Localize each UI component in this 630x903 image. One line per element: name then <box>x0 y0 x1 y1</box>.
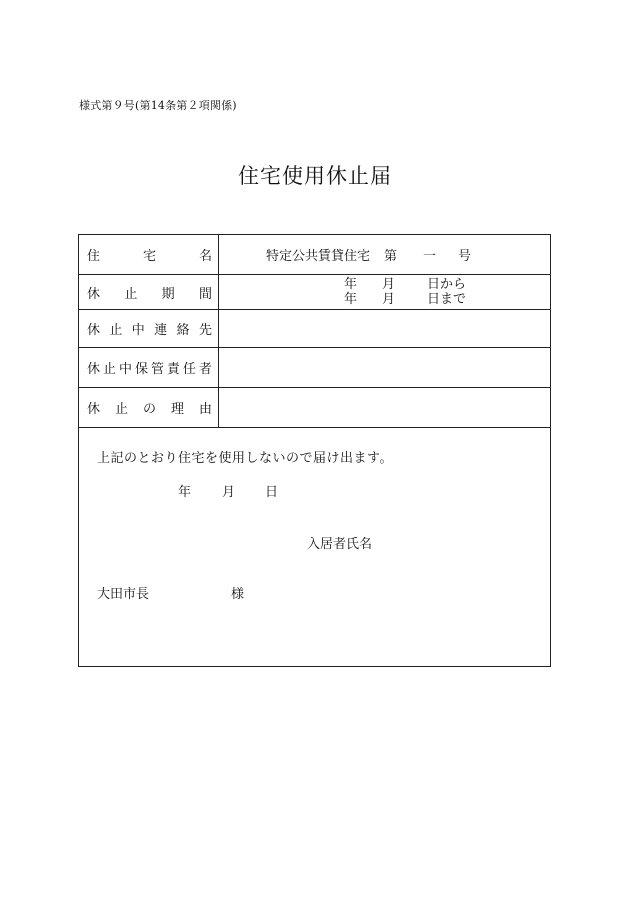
suspension-period-value <box>219 277 550 307</box>
house-name-label <box>79 245 218 264</box>
to-month: 月 <box>382 292 396 307</box>
label-char: 止 <box>124 286 138 302</box>
label-char: 任 <box>182 362 196 377</box>
contact-label-cell <box>79 310 219 348</box>
reason-label <box>79 398 218 417</box>
label-char: 間 <box>198 286 212 302</box>
house-name-label-cell <box>79 235 219 275</box>
document-title: 住宅使用休止届 <box>238 164 392 188</box>
label-char: 休 <box>87 362 101 377</box>
label-char: 休 <box>87 323 101 338</box>
label-char: 者 <box>198 362 212 377</box>
from-day: 日から <box>427 277 467 292</box>
to-day: 日まで <box>427 292 467 307</box>
declaration-row <box>79 428 551 667</box>
label-char: 休 <box>87 286 101 302</box>
house-type-text: 特定公共賃貸住宅 <box>266 249 371 264</box>
label-char: 保 <box>134 362 148 377</box>
custodian-value-cell[interactable] <box>219 348 551 388</box>
label-char: 連 <box>154 323 168 338</box>
addressee: 大田市長 <box>97 587 150 602</box>
custodian-row <box>79 348 551 388</box>
declaration-cell <box>79 428 551 667</box>
contact-label <box>79 319 218 338</box>
reason-label-cell <box>79 388 219 428</box>
label-char: 由 <box>198 402 212 417</box>
to-year: 年 <box>344 292 358 307</box>
date-day: 日 <box>265 485 279 500</box>
house-name-value <box>219 245 550 264</box>
date-month: 月 <box>222 485 236 500</box>
reason-value-cell[interactable] <box>219 388 551 428</box>
honorific: 様 <box>231 587 245 602</box>
suspension-period-row <box>79 275 551 310</box>
form-number: 様式第９号(第14条第２項関係) <box>79 99 237 112</box>
period-from-line <box>344 277 550 292</box>
resident-name-label: 入居者氏名 <box>307 537 373 552</box>
suspension-period-value-cell[interactable] <box>219 275 551 310</box>
label-char: 止 <box>102 362 116 377</box>
label-char: 管 <box>150 362 164 377</box>
period-to-line <box>344 292 550 307</box>
label-char: 責 <box>166 362 180 377</box>
number-prefix-text: 第 <box>384 249 398 264</box>
label-char: 休 <box>87 402 101 417</box>
label-char: 絡 <box>176 323 190 338</box>
label-char: 止 <box>114 402 128 417</box>
suspension-period-label <box>79 283 218 302</box>
declaration-statement: 上記のとおり住宅を使用しないので届け出ます。 <box>97 451 393 466</box>
label-char: 理 <box>170 402 184 417</box>
contact-value-cell[interactable] <box>219 310 551 348</box>
from-month: 月 <box>382 277 396 292</box>
from-year: 年 <box>344 277 358 292</box>
label-char: の <box>142 402 156 417</box>
label-char: 中 <box>131 323 145 338</box>
suspension-period-label-cell <box>79 275 219 310</box>
label-char: 先 <box>198 323 212 338</box>
reason-row <box>79 388 551 428</box>
custodian-label <box>79 358 218 377</box>
house-name-row <box>79 235 551 275</box>
house-name-value-cell[interactable] <box>219 235 551 275</box>
label-char: 宅 <box>142 249 156 264</box>
label-char: 止 <box>109 323 123 338</box>
contact-row <box>79 310 551 348</box>
label-char: 住 <box>87 249 101 264</box>
number-suffix-text: 号 <box>458 249 472 264</box>
number-dash-text: 一 <box>423 249 437 264</box>
label-char: 期 <box>161 286 175 302</box>
custodian-label-cell <box>79 348 219 388</box>
application-form-table <box>78 234 551 667</box>
label-char: 中 <box>118 362 132 377</box>
date-year: 年 <box>178 485 192 500</box>
label-char: 名 <box>198 249 212 264</box>
declaration-date[interactable] <box>178 481 278 500</box>
